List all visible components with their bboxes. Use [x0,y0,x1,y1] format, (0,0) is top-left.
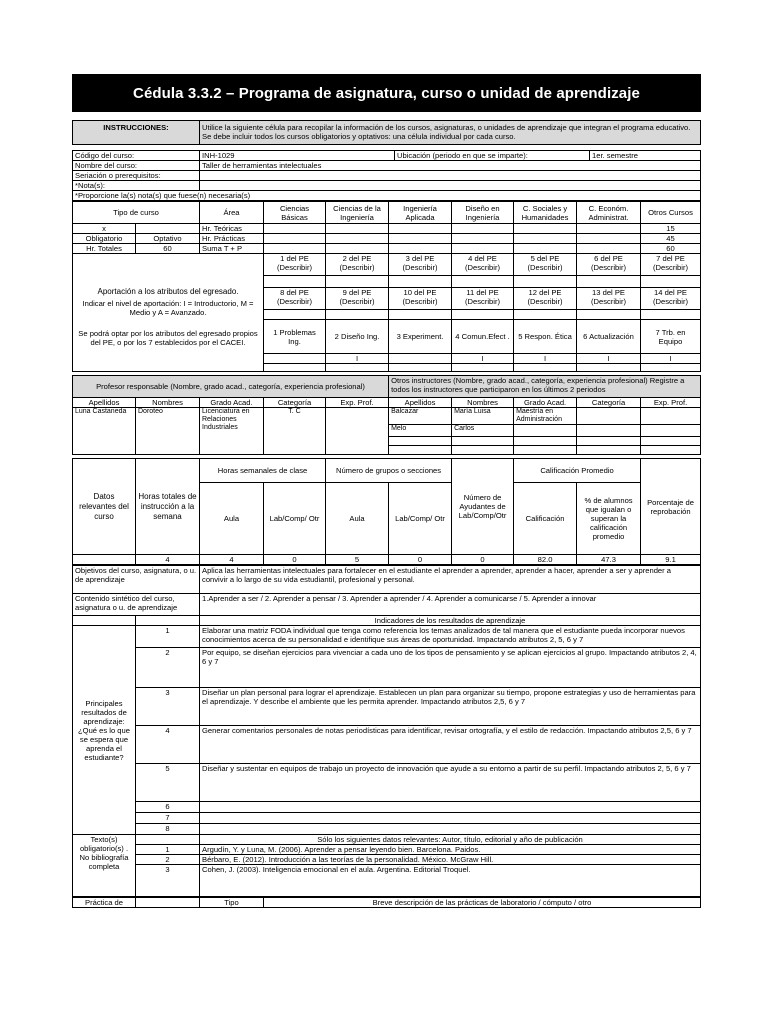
cacei-attr: 7 Trb. en Equipo [641,320,701,354]
contenido-label: Contenido sintético del curso, asignatura o u. de aprendizaje [73,594,200,616]
optativo-label: Optativo [136,234,200,244]
otro-exp [641,408,701,425]
texto-ref: Bérbaro, E. (2012). Introducción a las teorías de la personalidad. México. McGraw Hill. [200,855,701,865]
cedula-page [72,74,701,908]
hr-totales-label: Hr. Totales [73,244,136,254]
suma-label: Suma T + P [200,244,264,254]
area-col: Ciencias de la Ingeniería [326,202,389,224]
responsable-grado: Licenciatura en Relaciones Industriales [200,408,264,455]
nivel-cell [264,354,326,364]
aportacion-nivel: Indicar el nivel de aportación: I = Introductorio, M = Medio y A = Avanzado. [82,298,254,317]
cacei-attr: 5 Respon. Ética [514,320,577,354]
col-header: Nombres [136,398,200,408]
datos-value: 9.1 [641,555,701,565]
datos-curso-table [72,458,701,565]
resultado-num: 3 [136,688,200,726]
hr-totales-value: 60 [136,244,200,254]
resultado-num: 1 [136,626,200,648]
pe-attr: 12 del PE (Describir) [514,288,577,310]
pe-attr: 4 del PE (Describir) [452,254,514,276]
cacei-attr: 1 Problemas Ing. [264,320,326,354]
nivel-cell: I [514,354,577,364]
datos-value: 0 [264,555,326,565]
otro-categoria [577,408,641,425]
col-header: Apellidos [389,398,452,408]
practica-descripcion: Breve descripción de las prácticas de laboratorio / cómputo / otro [264,898,701,908]
datos-value: 4 [136,555,200,565]
aportacion-text [73,254,264,372]
otro-exp [641,425,701,437]
instrucciones-text: Utilice la siguiente célula para recopilar la información de los cursos, asignaturas, o unidades de aprendizaje que integran el programa educativo. Se debe incluir todos los cursos obligatorios y optativos: una célula individual por cada curso. [200,121,701,145]
otros-practicas: 45 [641,234,701,244]
profesores-table [72,375,701,455]
resultado-num: 7 [136,813,200,824]
area-col: C. Sociales y Humanidades [514,202,577,224]
texto-ref: Argudín, Y. y Luna, M. (2006). Aprender a pensar leyendo bien. Barcelona. Paidos. [200,845,701,855]
otro-categoria [577,425,641,437]
info-table [72,150,701,201]
nivel-cell [389,354,452,364]
textos-label: Texto(s) obligatorio(s) . No bibliografía completa [73,835,136,897]
nivel-cell: I [577,354,641,364]
page-title: Cédula 3.3.2 – Programa de asignatura, curso o unidad de aprendizaje [72,74,701,112]
objetivos-text: Aplica las herramientas intelectuales para fortalecer en el estudiante el aprender a aprender, aprender a hacer, aprender a ser y aprender a convivir a lo largo de su vida estudiantil, profesional y personal. [200,566,701,594]
areas-table [72,201,701,372]
cacei-attr: 6 Actualización [577,320,641,354]
aportacion-optar: Se podrá optar por los atributos del egresado propios del PE, o por los 7 establecidos por el CACEI. [78,328,258,347]
col-header: Apellidos [73,398,136,408]
nivel-cell: I [326,354,389,364]
resultado-text [200,802,701,813]
cacei-attr: 2 Diseño Ing. [326,320,389,354]
instrucciones-table [72,120,701,145]
aportacion-title: Aportación a los atributos del egresado. [97,286,239,296]
x-mark: x [73,224,136,234]
datos-relevantes-label: Datos relevantes del curso [73,459,136,555]
otro-nombres: Carlos [452,425,514,437]
resultado-text: Diseñar un plan personal para lograr el aprendizaje. Establecen un plan para organizar su tiempo, propone estrategias y uso de herramientas para el aprendizaje. Y describe el ambiente que les permita aprender. Impactando atributos 2,5, 6 y 7 [200,688,701,726]
resultado-text: Elaborar una matriz FODA individual que tenga como referencia los temas analizados de tal manera que el estudiante pueda incorporar nuevos conocimientos acerca de su personalidad e identifique sus áreas de oportunidad. Impactando atributos 2, 5, 6 y 7 [200,626,701,648]
col-header: Grado Acad. [514,398,577,408]
ubicacion-value: 1er. semestre [590,151,701,161]
instrucciones-label: INSTRUCCIONES: [73,121,200,145]
codigo-value: INH-1029 [200,151,395,161]
contenido-text: 1.Aprender a ser / 2. Aprender a pensar / 3. Aprender a aprender / 4. Aprender a comunicarse / 5. Aprender a innovar [200,594,701,616]
datos-value: 5 [326,555,389,565]
otro-nombres: María Luisa [452,408,514,425]
texto-num: 1 [136,845,200,855]
pe-attr: 1 del PE (Describir) [264,254,326,276]
area-col: Ciencias Básicas [264,202,326,224]
pe-attr: 13 del PE (Describir) [577,288,641,310]
resultado-num: 6 [136,802,200,813]
ubicacion-label: Ubicación (periodo en que se imparte): [395,151,590,161]
col-header: Exp. Prof. [326,398,389,408]
tipo-curso-label: Tipo de curso [73,202,200,224]
obligatorio-label: Obligatorio [73,234,136,244]
cacei-attr: 4 Comun.Efect . [452,320,514,354]
responsable-label: Profesor responsable (Nombre, grado acad., categoría, experiencia profesional) [73,376,389,398]
area-col: Diseño en Ingeniería [452,202,514,224]
resultado-num: 8 [136,824,200,835]
nivel-cell: I [641,354,701,364]
otro-apellidos: Balcazar [389,408,452,425]
pe-attr: 3 del PE (Describir) [389,254,452,276]
texto-num: 3 [136,865,200,897]
hr-teoricas-label: Hr. Teóricas [200,224,264,234]
pe-attr: 5 del PE (Describir) [514,254,577,276]
col-header: Categoría [264,398,326,408]
pe-attr: 10 del PE (Describir) [389,288,452,310]
texto-ref: Cohen, J. (2003). Inteligencia emocional en el aula. Argentina. Editorial Troquel. [200,865,701,897]
resultado-num: 5 [136,764,200,802]
proporcione-label: *Proporcione la(s) nota(s) que fuese(n) necesaria(s) [73,191,701,201]
responsable-categoria: T. C [264,408,326,455]
cacei-attr: 3 Experiment. [389,320,452,354]
objetivos-table [72,565,701,897]
datos-value: 47.3 [577,555,641,565]
nivel-cell: I [452,354,514,364]
nombre-value: Taller de herramientas intelectuales [200,161,701,171]
porcentaje-reprobacion-label: Porcentaje de reprobación [641,459,701,555]
practica-tipo: Tipo [200,898,264,908]
pct-alumnos-label: % de alumnos que igualan o superan la calificación promedio [577,483,641,555]
nota-label: *Nota(s): [73,181,200,191]
responsable-exp [326,408,389,455]
col-header: Exp. Prof. [641,398,701,408]
objetivos-label: Objetivos del curso, asignatura, o u. de aprendizaje [73,566,200,594]
resultado-text: Diseñar y sustentar en equipos de trabajo un proyecto de innovación que ayude a su entorno a partir de su perfil. Impactando atributos 2, 5, 6 y 7 [200,764,701,802]
resultado-text [200,824,701,835]
pe-attr: 14 del PE (Describir) [641,288,701,310]
responsable-nombres: Doroteo [136,408,200,455]
datos-value: 0 [452,555,514,565]
seriacion-value [200,171,701,181]
resultado-text [200,813,701,824]
area-col: Otros Cursos [641,202,701,224]
otro-grado [514,425,577,437]
pe-attr: 8 del PE (Describir) [264,288,326,310]
col-header: Categoría [577,398,641,408]
num-grupos-label: Número de grupos o secciones [326,459,452,483]
pe-attr: 9 del PE (Describir) [326,288,389,310]
aula-label: Aula [326,483,389,555]
datos-value: 82.0 [514,555,577,565]
resultado-text: Por equipo, se diseñan ejercicios para vivenciar a cada uno de los tipos de pensamiento y se aplican ejercicios al grupo. Impactando atributos 2, 4, 6 y 7 [200,648,701,688]
datos-value: 0 [389,555,452,565]
lab-label: Lab/Comp/ Otr [264,483,326,555]
resultado-num: 4 [136,726,200,764]
num-ayudantes-label: Número de Ayudantes de Lab/Comp/Otr [452,459,514,555]
indicadores-label: Indicadores de los resultados de aprendizaje [200,616,701,626]
horas-totales-label: Horas totales de instrucción a la semana [136,459,200,555]
resultado-num: 2 [136,648,200,688]
otro-apellidos: Melo [389,425,452,437]
practica-label: Práctica de [73,898,136,908]
pe-attr: 11 del PE (Describir) [452,288,514,310]
textos-header: Sólo los siguientes datos relevantes: Autor, título, editorial y año de publicación [200,835,701,845]
otro-grado: Maestría en Administración [514,408,577,425]
otros-instructores-label: Otros instructores (Nombre, grado acad., categoría, experiencia profesional) Registre a todos los instructores que participaron en los últimos 2 periodos [389,376,701,398]
col-header: Nombres [452,398,514,408]
calificacion-promedio-label: Calificación Promedio [514,459,641,483]
practica-table [72,897,701,908]
col-header: Grado Acad. [200,398,264,408]
calificacion-label: Calificación [514,483,577,555]
codigo-label: Código del curso: [73,151,200,161]
area-col: Ingeniería Aplicada [389,202,452,224]
pe-attr: 7 del PE (Describir) [641,254,701,276]
seriacion-label: Seriación o prerequisitos: [73,171,200,181]
resultado-text: Generar comentarios personales de notas periodísticas para identificar, revisar ortografía, y el estilo de redacción. Impactando atributos 2,5, 6 y 7 [200,726,701,764]
lab-label: Lab/Comp/ Otr [389,483,452,555]
nombre-label: Nombre del curso: [73,161,200,171]
horas-semanales-label: Horas semanales de clase [200,459,326,483]
hr-practicas-label: Hr. Prácticas [200,234,264,244]
otros-suma: 60 [641,244,701,254]
otros-teoricas: 15 [641,224,701,234]
resultados-label: Principales resultados de aprendizaje: ¿Qué es lo que se espera que aprenda el estudiante? [73,626,136,835]
area-col: C. Económ. Administrat. [577,202,641,224]
responsable-apellidos: Luna Castaneda [73,408,136,455]
pe-attr: 2 del PE (Describir) [326,254,389,276]
pe-attr: 6 del PE (Describir) [577,254,641,276]
aula-label: Aula [200,483,264,555]
nota-value [200,181,701,191]
area-label: Área [200,202,264,224]
datos-value: 4 [200,555,264,565]
texto-num: 2 [136,855,200,865]
